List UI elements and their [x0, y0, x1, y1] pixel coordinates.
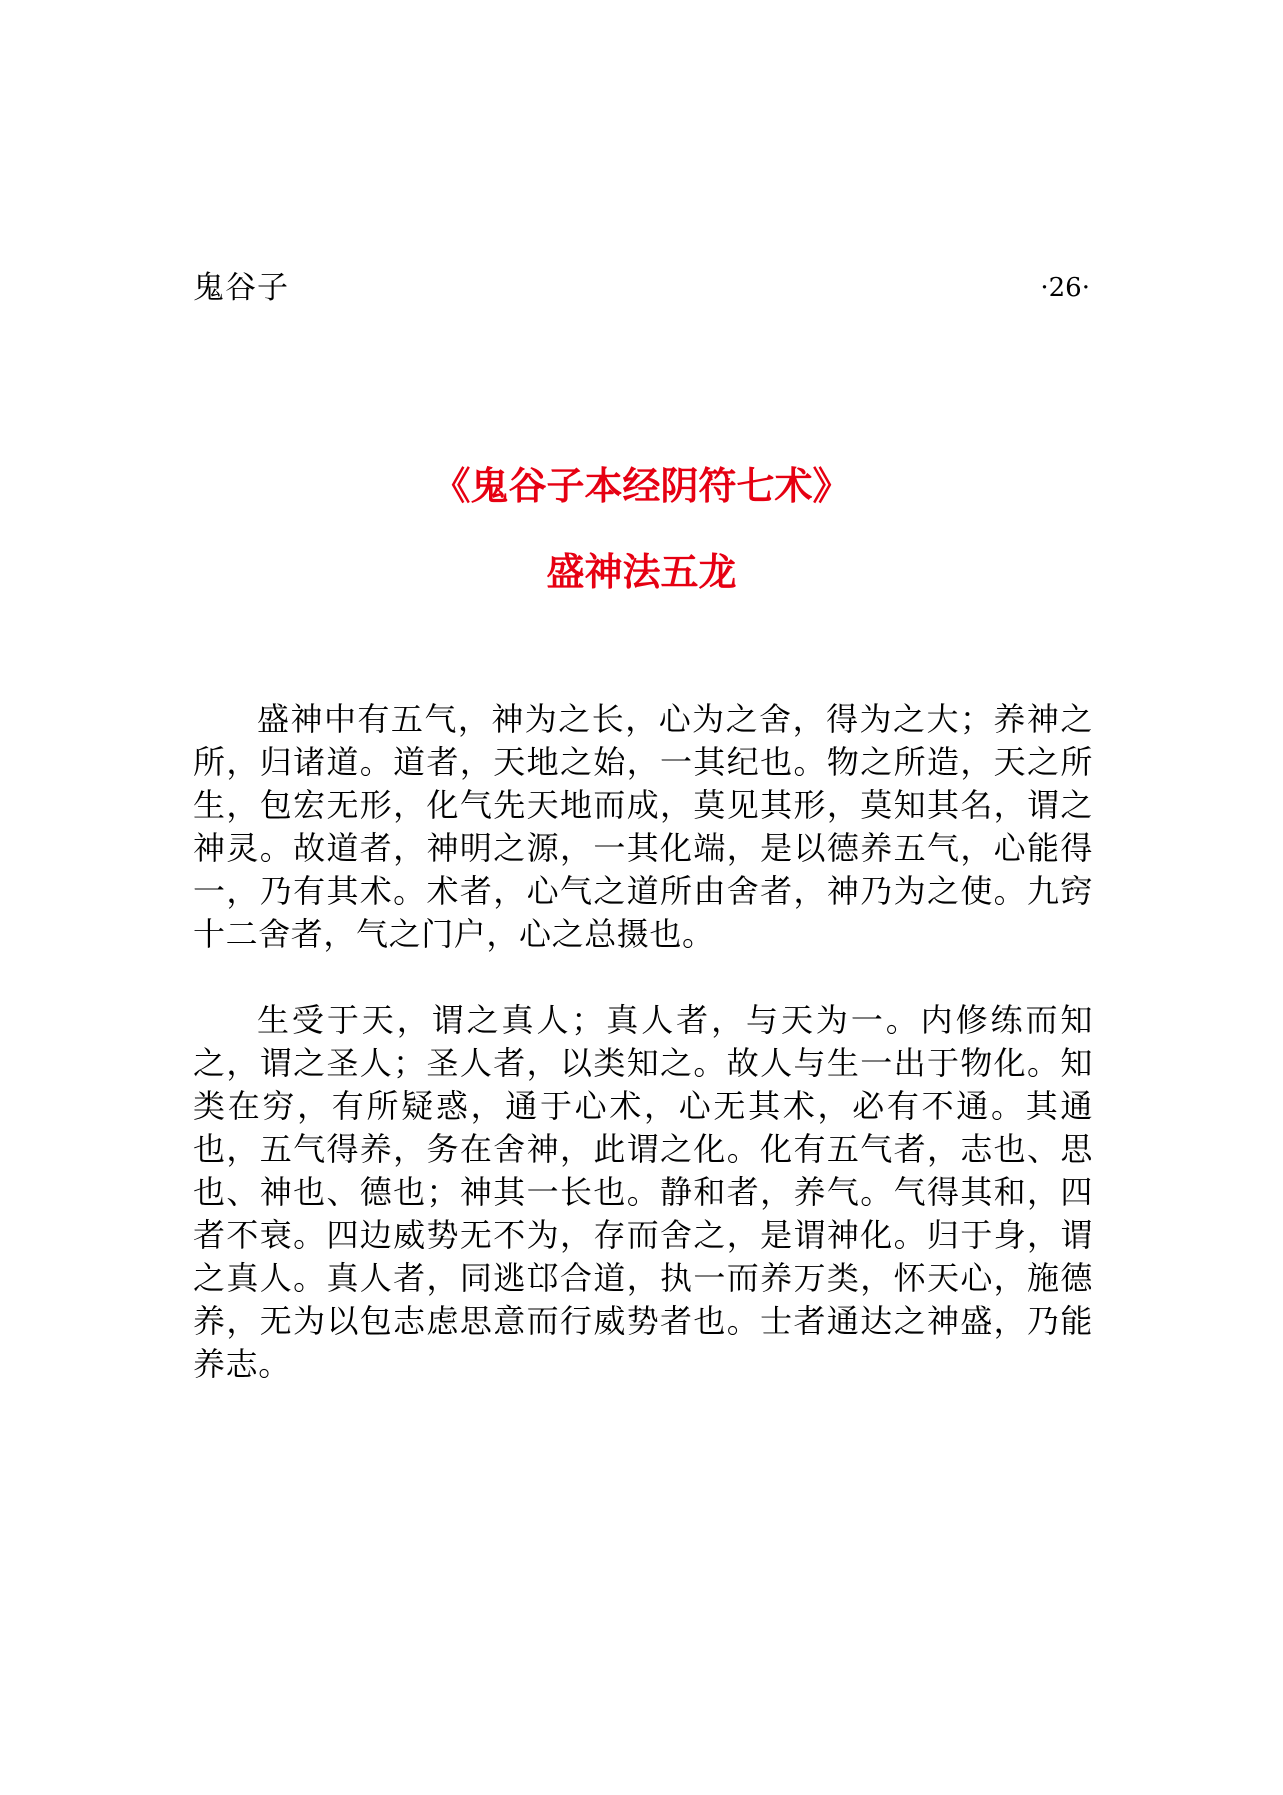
chapter-title: 《鬼谷子本经阴符七术》 — [432, 464, 851, 508]
paragraph-2: 生受于天，谓之真人；真人者，与天为一。内修练而知之，谓之圣人；圣人者，以类知之。故人与生一出于物化。知类在穷，有所疑惑，通于心术，心无其术，必有不通。其通也，五气得养，务在舍神，此谓之化。化有五气者，志也、思也、神也、德也；神其一长也。静和者，养气。气得其和，四者不衰。四边威势无不为，存而舍之，是谓神化。归于身，谓之真人。真人者，同逃邙合道，执一而养万类，怀天心，施德养，无为以包志虑思意而行威势者也。士者通达之神盛，乃能养志。 — [193, 1001, 1093, 1383]
body-text — [193, 698, 1093, 1429]
section-title: 盛神法五龙 — [546, 550, 737, 594]
page-number: ·26· — [1040, 273, 1090, 303]
running-head-title: 鬼谷子 — [193, 270, 289, 306]
paragraph-1: 盛神中有五气，神为之长，心为之舍，得为之大；养神之所，归诸道。道者，天地之始，一其纪也。物之所造，天之所生，包宏无形，化气先天地而成，莫见其形，莫知其名，谓之神灵。故道者，神明之源，一其化端，是以德养五气，心能得一，乃有其术。术者，心气之道所由舍者，神乃为之使。九窍十二舍者，气之门户，心之总摄也。 — [193, 700, 1093, 953]
